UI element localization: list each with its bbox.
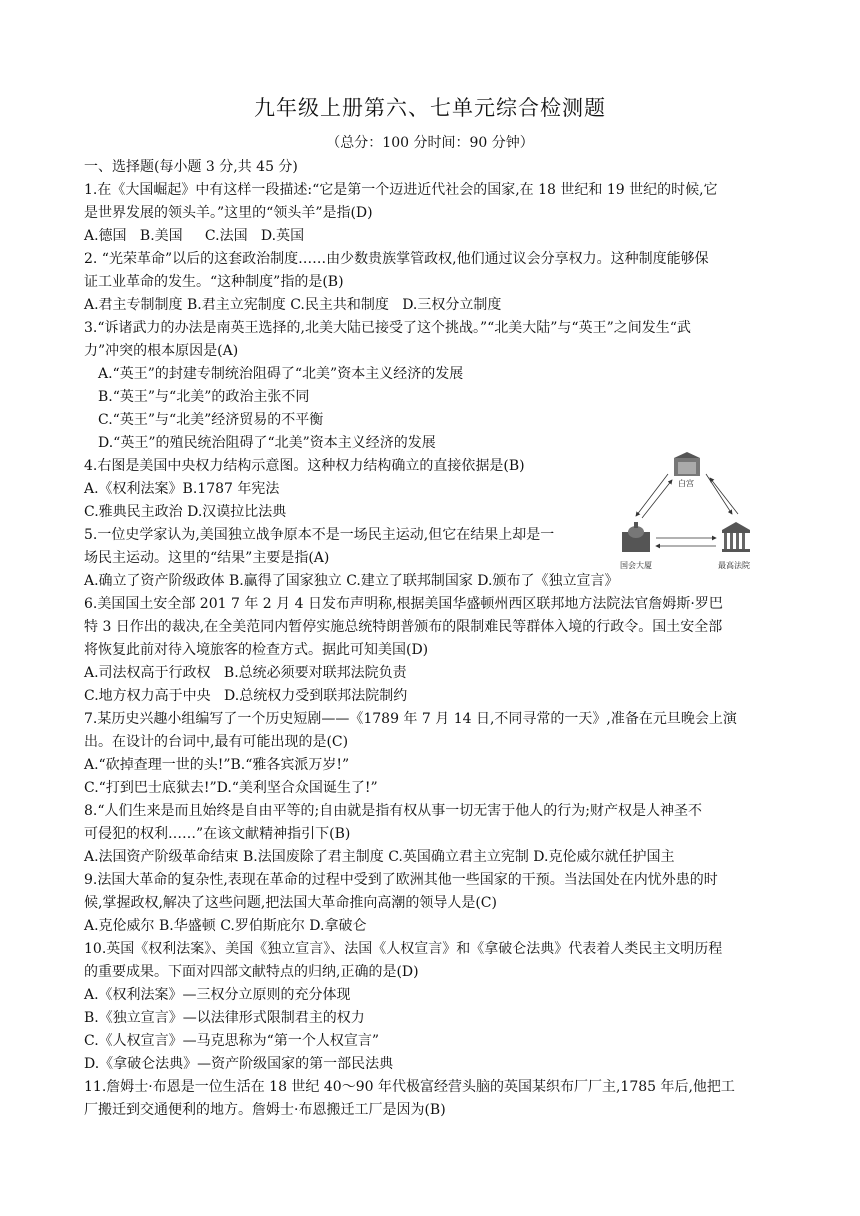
q6-options-row2: C.地方权力高于中央 D.总统权力受到联邦法院制约 <box>84 688 408 704</box>
question-list <box>84 156 784 1122</box>
arrow-capitol-to-wh <box>642 480 672 518</box>
q2-stem-line2: 证工业革命的发生。“这种制度”指的是(B) <box>84 274 344 290</box>
section-heading: 一、选择题(每小题 3 分,共 45 分) <box>84 159 298 175</box>
q3-option-a: A.“英王”的封建专制统治阻碍了“北美”资本主义经济的发展 <box>98 366 464 382</box>
q5-options: A.确立了资产阶级政体 B.赢得了国家独立 C.建立了联邦制国家 D.颁布了《独立宣言》 <box>84 573 619 589</box>
q9-options: A.克伦威尔 B.华盛顿 C.罗伯斯庇尔 D.拿破仑 <box>84 918 367 934</box>
supreme-court-icon <box>722 522 750 552</box>
q6-stem-line3: 将恢复此前对待入境旅客的检查方式。据此可知美国(D) <box>84 642 429 658</box>
q7-options-row2: C.“打到巴士底狱去!”D.“美利坚合众国诞生了!” <box>84 780 378 796</box>
q2-stem-line1: 2. “光荣革命”以后的这套政治制度……由少数贵族掌管政权,他们通过议会分享权力。这种制度能够保 <box>84 251 709 267</box>
q10-option-b: B.《独立宣言》—以法律形式限制君主的权力 <box>84 1010 365 1026</box>
q6-options-row1: A.司法权高于行政权 B.总统必须要对联邦法院负责 <box>84 665 407 681</box>
q4-options-row2: C.雅典民主政治 D.汉谟拉比法典 <box>84 504 287 520</box>
q11-stem-line1: 11.詹姆士·布恩是一位生活在 18 世纪 40～90 年代极富经营头脑的英国某织布厂厂主,1785 年后,他把工 <box>84 1079 735 1095</box>
q6-stem-line2: 特 3 日作出的裁决,在全美范同内暂停实施总统特朗普颁布的限制难民等群体入境的行政令。国土安全部 <box>84 619 723 635</box>
q5-stem-line2: 场民主运动。这里的“结果”主要是指(A) <box>84 550 330 566</box>
us-power-structure-diagram <box>618 452 780 574</box>
q10-option-c: C.《人权宣言》—马克思称为“第一个人权宣言” <box>84 1033 379 1049</box>
q10-option-d: D.《拿破仑法典》—资产阶级国家的第一部民法典 <box>84 1056 394 1072</box>
q4-stem-line1: 4.右图是美国中央权力结构示意图。这种权力结构确立的直接依据是(B) <box>84 458 525 474</box>
q9-stem-line1: 9.法国大革命的复杂性,表现在革命的过程中受到了欧洲其他一些国家的干预。当法国处在内忧外患的时 <box>84 872 718 888</box>
page-title: 九年级上册第六、七单元综合检测题 <box>254 96 606 120</box>
q11-stem-line2: 厂搬迁到交通便利的地方。詹姆士·布恩搬迁工厂是因为(B) <box>84 1102 446 1118</box>
arrow-wh-to-court <box>706 474 732 514</box>
arrow-court-to-wh <box>710 478 738 514</box>
q7-options-row1: A.“砍掉查理一世的头!”B.“雅各宾派万岁!” <box>84 757 350 773</box>
q8-stem-line2: 可侵犯的权利……”在该文献精神指引下(B) <box>84 826 351 842</box>
supreme-court-label: 最高法院 <box>718 561 750 570</box>
white-house-label: 白宫 <box>678 479 694 488</box>
q1-stem-line2: 是世界发展的领头羊。”这里的“领头羊”是指(D) <box>84 205 373 221</box>
q10-stem-line2: 的重要成果。下面对四部文献特点的归纳,正确的是(D) <box>84 964 419 980</box>
capitol-icon <box>622 522 650 552</box>
page-subtitle: （总分：100 分时间：90 分钟） <box>326 135 534 151</box>
q6-stem-line1: 6.美国国土安全部 201 7 年 2 月 4 日发布声明称,根据美国华盛顿州西区联邦地方法院法官詹姆斯·罗巴 <box>84 596 723 612</box>
q3-stem-line1: 3.“诉诸武力的办法是南英王选择的,北美大陆已接受了这个挑战。”“北美大陆”与“英王”之间发生“武 <box>84 320 691 336</box>
white-house-icon <box>674 452 700 476</box>
q2-options: A.君主专制制度 B.君主立宪制度 C.民主共和制度 D.三权分立制度 <box>84 297 502 313</box>
q3-stem-line2: 力”冲突的根本原因是(A) <box>84 343 239 359</box>
q10-stem-line1: 10.英国《权利法案》、美国《独立宣言》、法国《人权宣言》和《拿破仑法典》代表着人类民主文明历程 <box>84 941 723 957</box>
q9-stem-line2: 候,掌握政权,解决了这些问题,把法国大革命推向高潮的领导人是(C) <box>84 895 497 911</box>
q8-stem-line1: 8.“人们生来是而且始终是自由平等的;自由就是指有权从事一切无害于他人的行为;财产权是人神圣不 <box>84 803 702 819</box>
q10-option-a: A.《权利法案》—三权分立原则的充分体现 <box>84 987 351 1003</box>
arrow-wh-to-capitol <box>636 474 668 516</box>
q1-options: A.德国 B.美国 C.法国 D.英国 <box>84 228 305 244</box>
capitol-label: 国会大厦 <box>620 561 652 570</box>
q3-option-c: C.“英王”与“北美”经济贸易的不平衡 <box>98 412 324 428</box>
q3-option-d: D.“英王”的殖民统治阻碍了“北美”资本主义经济的发展 <box>98 435 436 451</box>
q1-stem-line1: 1.在《大国崛起》中有这样一段描述:“它是第一个迈进近代社会的国家,在 18 世纪和 19 世纪的时候,它 <box>84 182 718 198</box>
q8-options: A.法国资产阶级革命结束 B.法国废除了君主制度 C.英国确立君主立宪制 D.克伦威尔就任护国主 <box>84 849 675 865</box>
q3-option-b: B.“英王”与“北美”的政治主张不同 <box>98 389 310 405</box>
power-structure-svg <box>618 452 780 574</box>
q4-options-row1: A.《权利法案》B.1787 年宪法 <box>84 481 280 497</box>
q7-stem-line2: 出。在设计的台词中,最有可能出现的是(C) <box>84 734 349 750</box>
q5-stem-line1: 5.一位史学家认为,美国独立战争原本不是一场民主运动,但它在结果上却是一 <box>84 527 555 543</box>
q7-stem-line1: 7.某历史兴趣小组编写了一个历史短剧——《1789 年 7 月 14 日,不同寻常的一天》,准备在元旦晚会上演 <box>84 711 737 727</box>
